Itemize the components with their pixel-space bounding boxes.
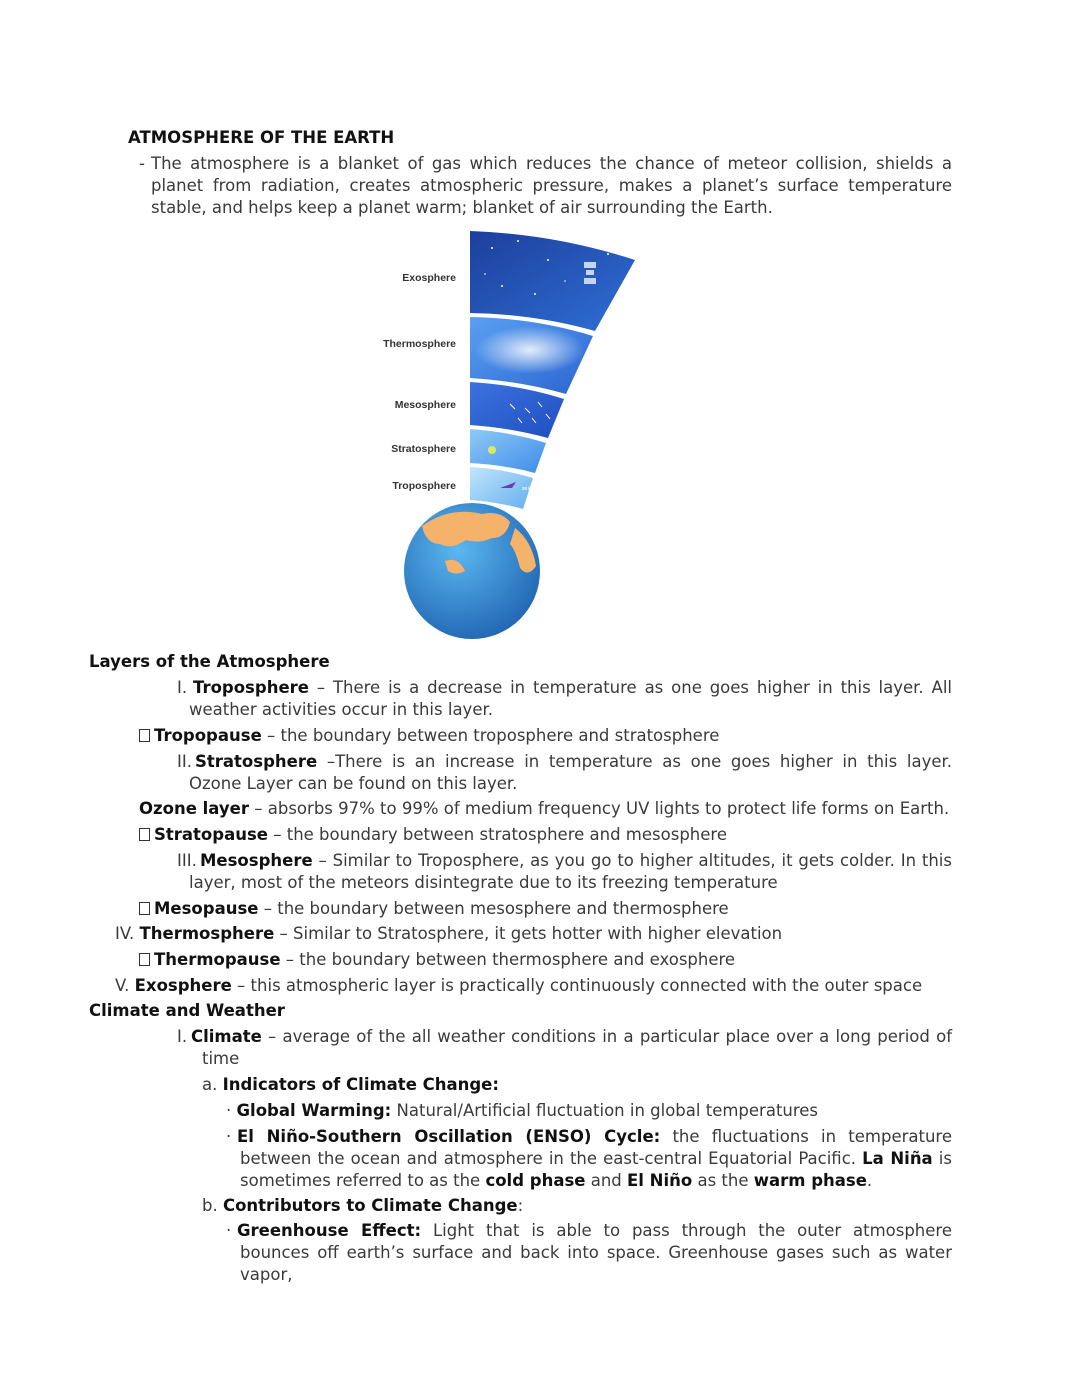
checkbox-icon [139, 953, 150, 966]
contributors-heading: b. Contributors to Climate Change: [202, 1196, 524, 1215]
ozone-item: Ozone layer – absorbs 97% to 99% of medium frequency UV lights to protect life forms on Earth. [139, 799, 950, 818]
alt-10000: 10 000 km [636, 268, 658, 273]
global-warming-item: · Global Warming: Natural/Artificial fluctuation in global temperatures [226, 1101, 819, 1120]
exosphere-item: V. Exosphere – this atmospheric layer is practically continuously connected with the outer space [115, 976, 923, 995]
troposphere-item: Troposphere – There is a decrease in temperature as one goes higher in this layer. All weather activities occur in this layer. [189, 678, 952, 719]
stratosphere-num: II. [177, 752, 192, 771]
climate-num: I. [177, 1027, 188, 1046]
climate-item: Climate – average of the all weather conditions in a particular place over a long period of time [191, 1027, 952, 1068]
page-title: ATMOSPHERE OF THE EARTH [128, 128, 395, 147]
thermopause-item: Thermopause – the boundary between thermosphere and exosphere [139, 949, 735, 971]
alt-690: 690 km [602, 338, 618, 343]
mesosphere-item: Mesosphere – Similar to Troposphere, as you go to higher altitudes, it gets colder. In this layer, most of the meteors disintegrate due to its freezing temperature [189, 851, 952, 892]
intro-paragraph: The atmosphere is a blanket of gas which reduces the chance of meteor collision, shields a planet from radiation, creates atmospheric pressure, makes a planet’s surface temperature stable, and helps keep a planet warm; blanket of air surrounding the Earth. [151, 154, 952, 217]
enso-bullet: · [226, 1127, 232, 1146]
enso-item: El Niño-Southern Oscillation (ENSO) Cycle: the fluctuations in temperature between the ocean and atmosphere in the east-central Equatorial Pacific. La Niña is sometimes referred to as the cold phase and El Niño as the warm phase. [237, 1127, 952, 1190]
balloon-icon [488, 446, 496, 454]
greenhouse-item: Greenhouse Effect: Light that is able to pass through the outer atmosphere bounces off earth’s surface and back into space. Greenhouse gases such as water vapor, [237, 1221, 952, 1284]
label-mesosphere: Mesosphere [394, 399, 456, 411]
stratosphere-band [470, 429, 546, 473]
tropopause-item: Tropopause – the boundary between troposphere and stratosphere [139, 725, 719, 747]
alt-80: 80 km [568, 401, 581, 406]
atmosphere-diagram [370, 226, 680, 644]
checkbox-icon [139, 828, 150, 841]
alt-50: 50 km [544, 451, 557, 456]
mesosphere-num: III. [177, 851, 197, 870]
stratopause-item: Stratopause – the boundary between stratosphere and mesosphere [139, 824, 727, 846]
checkbox-icon [139, 902, 150, 915]
stratosphere-item: Stratosphere –There is an increase in temperature as one goes higher in this layer. Ozone Layer can be found on this layer. [189, 752, 952, 793]
intro-dash: - [139, 154, 145, 173]
greenhouse-bullet: · [226, 1221, 232, 1240]
climate-heading: Climate and Weather [89, 1001, 285, 1020]
mesosphere-band [470, 382, 564, 438]
thermosphere-item: IV. Thermosphere – Similar to Stratosphere, it gets hotter with higher elevation [115, 924, 783, 943]
label-thermosphere: Thermosphere [383, 338, 456, 350]
label-troposphere: Troposphere [392, 480, 456, 492]
checkbox-icon [139, 729, 150, 742]
mesopause-item: Mesopause – the boundary between mesosphere and thermosphere [139, 898, 729, 920]
troposphere-num: I. [177, 678, 188, 697]
indicators-heading: a. Indicators of Climate Change: [202, 1075, 499, 1094]
label-exosphere: Exosphere [402, 272, 456, 284]
layers-heading: Layers of the Atmosphere [89, 652, 330, 671]
aurora-cloud [475, 326, 585, 374]
alt-20: 20 km [522, 486, 535, 491]
exosphere-band [470, 231, 635, 331]
label-stratosphere: Stratosphere [391, 443, 456, 455]
